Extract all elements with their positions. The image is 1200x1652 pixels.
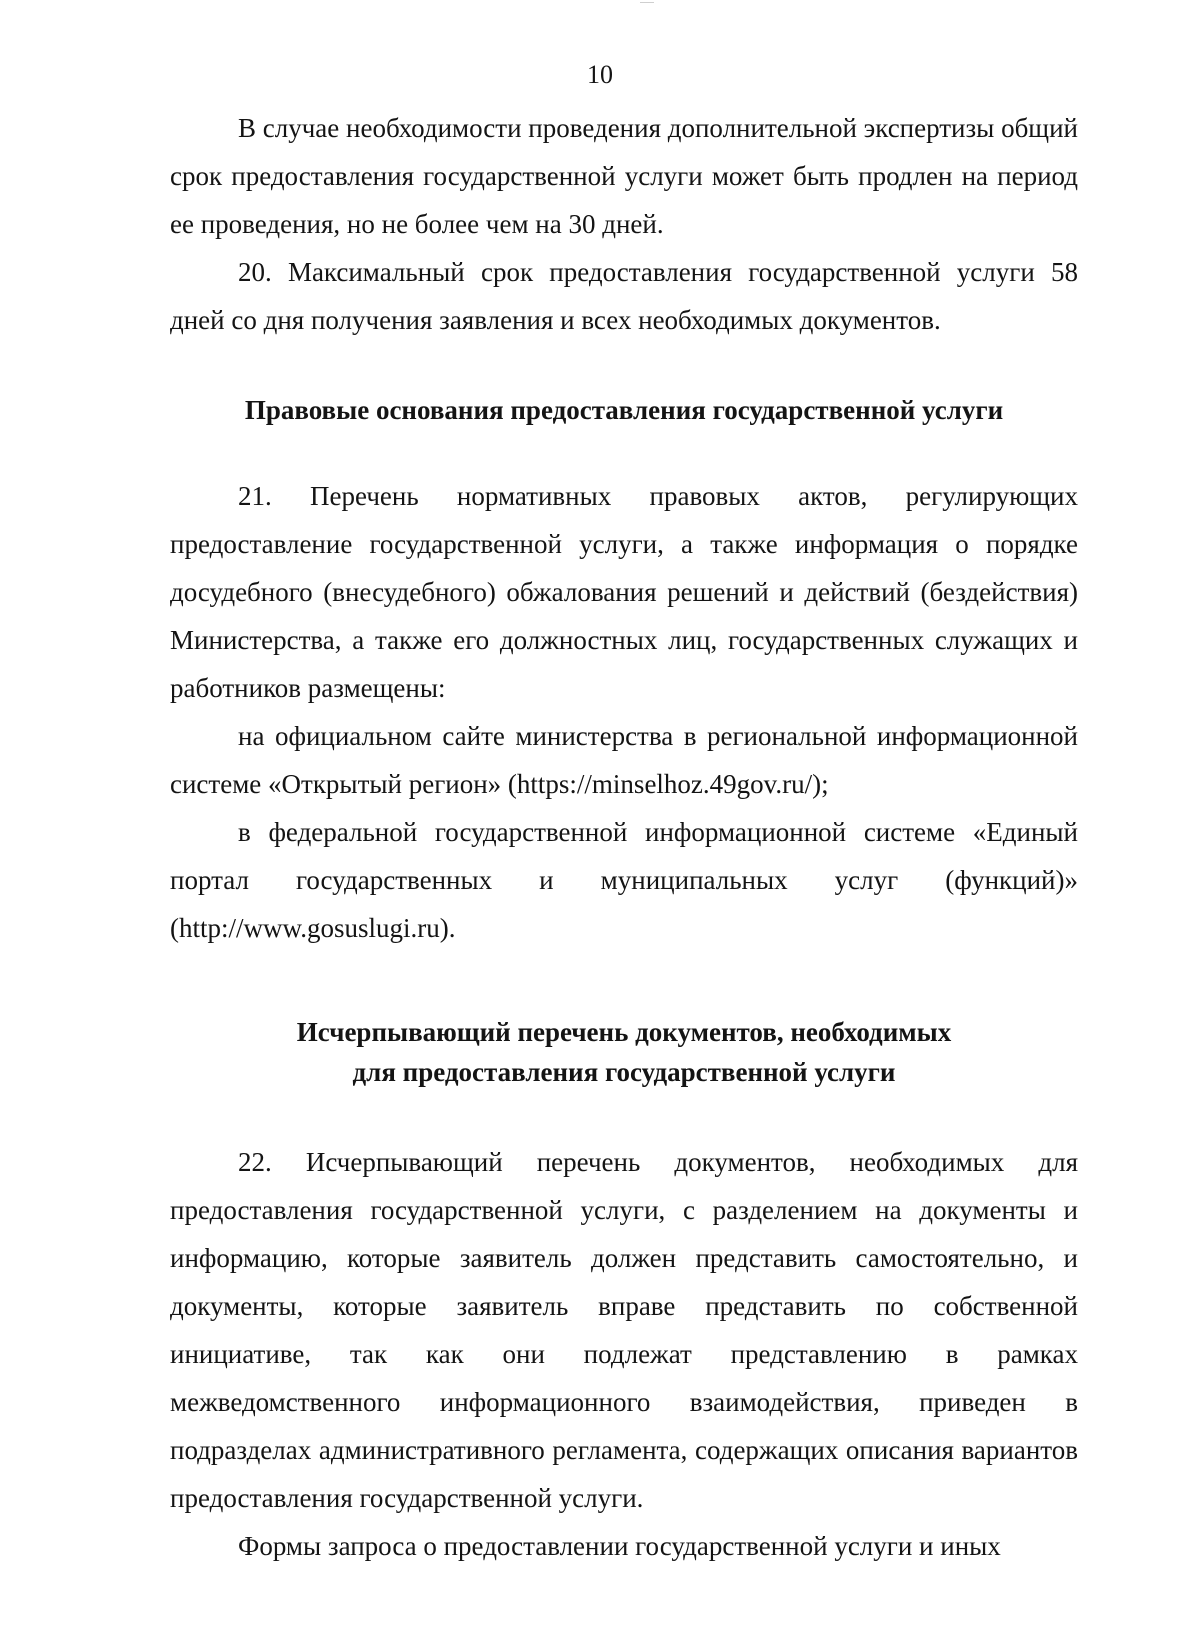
- paragraph-21-official-site: на официальном сайте министерства в региональной информационной системе «Открытый регион» (https://minselhoz.49gov.ru/);: [170, 721, 1078, 799]
- section-heading-documents-line-2: для предоставления государственной услуги: [352, 1057, 896, 1087]
- paragraph-21-federal-portal: в федеральной государственной информационной системе «Единый портал государственных и муниципальных услуг (функций)» (http://www.gosuslugi.ru).: [170, 817, 1078, 943]
- page-number: 10: [587, 60, 613, 89]
- page-content: [170, 104, 1078, 1570]
- paragraph-request-forms: Формы запроса о предоставлении государственной услуги и иных: [238, 1531, 1001, 1561]
- paragraph-20-max-term: 20. Максимальный срок предоставления государственной услуги 58 дней со дня получения заявления и всех необходимых документов.: [170, 257, 1078, 335]
- scan-artifact: [640, 2, 654, 3]
- section-heading-legal-basis: Правовые основания предоставления государственной услуги: [244, 395, 1004, 425]
- section-heading-documents: [170, 1012, 1078, 1092]
- paragraph-22-document-list: 22. Исчерпывающий перечень документов, необходимых для предоставления государственной услуги, с разделением на документы и информацию, которые заявитель должен представить самостоятельно, и документы, которые заявитель вправе представить по собственной инициативе, так как они подлежат представлению в рамках межведомственного информационного взаимодействия, приведен в подразделах административного регламента, содержащих описания вариантов предоставления государственной услуги.: [170, 1147, 1078, 1513]
- section-heading-documents-line-1: Исчерпывающий перечень документов, необходимых: [296, 1017, 952, 1047]
- paragraph-21-legal-acts: 21. Перечень нормативных правовых актов, регулирующих предоставление государственной услуги, а также информация о порядке досудебного (внесудебного) обжалования решений и действий (бездействия) Министерства, а также его должностных лиц, государственных служащих и работников размещены:: [170, 481, 1078, 703]
- paragraph-expertise-extension: В случае необходимости проведения дополнительной экспертизы общий срок предоставления государственной услуги может быть продлен на период ее проведения, но не более чем на 30 дней.: [170, 113, 1078, 239]
